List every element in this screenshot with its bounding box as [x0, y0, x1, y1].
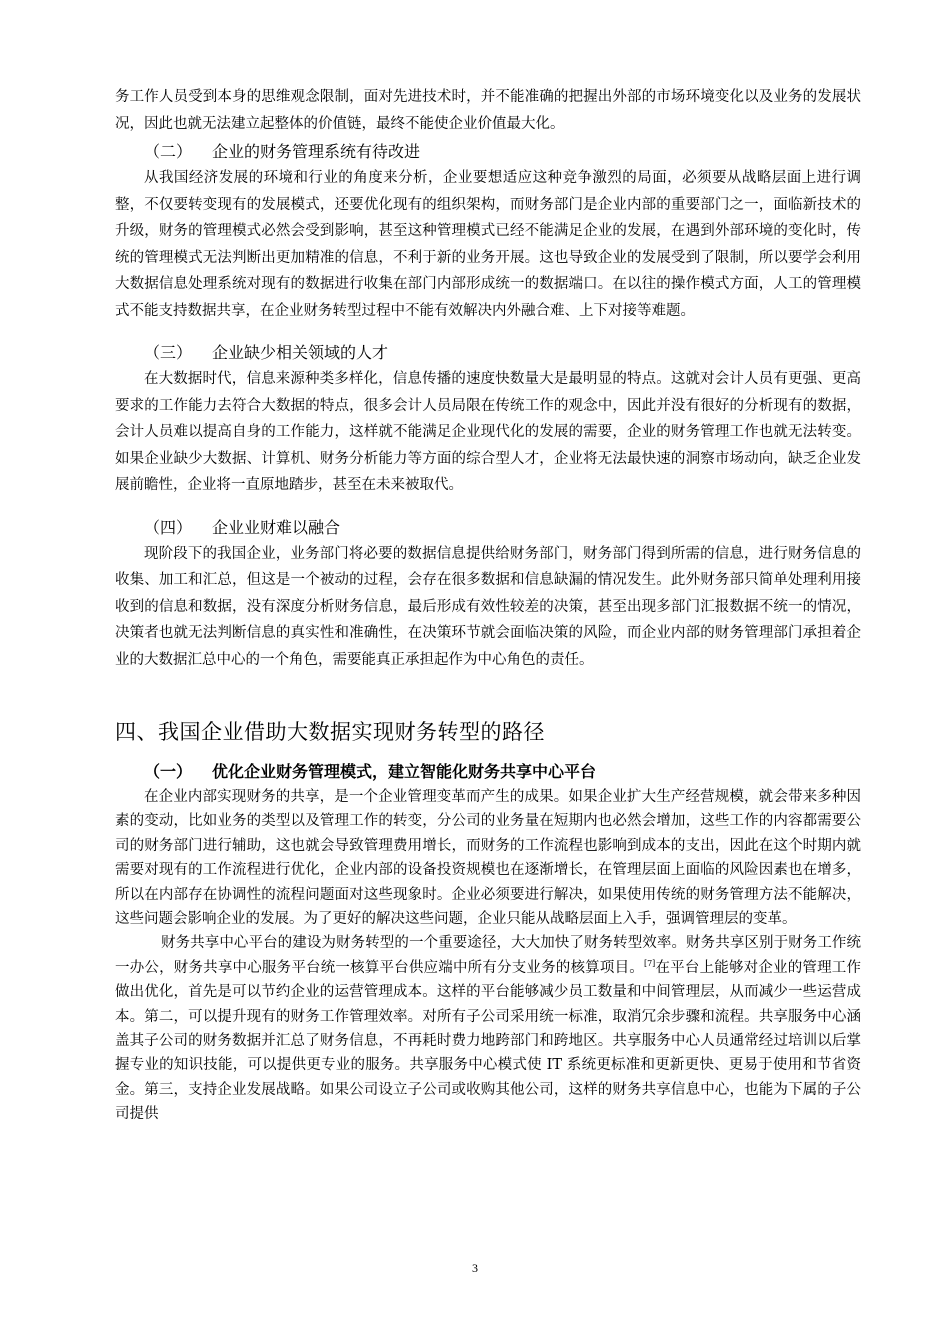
subheading-number: （二） [144, 142, 193, 161]
paragraph-continuation: 务工作人员受到本身的思维观念限制，面对先进技术时，并不能准确的把握出外部的市场环境变化以及业务的发展状况，因此也就无法建立起整体的价值链，最终不能使企业价值最大化。 [115, 89, 861, 132]
subheading-4 [115, 515, 861, 541]
document-page [115, 84, 861, 1127]
citation-reference: [7] [643, 959, 656, 969]
subheading-number: （三） [144, 343, 193, 362]
paragraph-text-b: 在平台上能够对企业的管理工作做出优化，首先是可以节约企业的运营管理成本。这样的平台能够减少员工数量和中间管理层，从而减少一些运营成本。第二，可以提升现有的财务工作管理效率。对所有子公司采用统一标准，取消冗余步骤和流程。共享服务中心涵盖其子公司的财务数据并汇总了财务信息，不再耗时费力地跨部门和跨地区。共享服务中心人员通常经过培训以后掌握专业的知识技能，可以提供更专业的服务。共享服务中心模式使 IT 系统更标准和更新更快、更易于使用和节省资金。第三，支持企业发展战略。如果公司设立子公司或收购其他公司，这样的财务共享信息中心，也能为下属的子公司提供 [115, 959, 861, 1123]
page-number: 3 [472, 1261, 478, 1275]
paragraph-shared-center [115, 931, 861, 1126]
subheading-title: 企业的财务管理系统有待改进 [212, 142, 421, 161]
subheading-4-1 [115, 759, 861, 785]
subheading-number: （四） [144, 517, 193, 537]
paragraph-text-a: 财务共享中心平台的建设为财务转型的一个重要途径，大大加快了财务转型效率。财务共享区别于财务工作统一办公，财务共享中心服务平台统一核算平台供应端中所有分支业务的核算项目。 [115, 935, 861, 976]
paragraph-sharing: 在企业内部实现财务的共享，是一个企业管理变革而产生的成果。如果企业扩大生产经营规模，就会带来多种因素的变动，比如业务的类型以及管理工作的转变，分公司的业务量在短期内也必然会增加，这些工作的内容都需要公司的财务部门进行辅助，这也就会导致管理费用增长，而财务的工作流程也影响到成本的支出，因此在这个时期内就需要对现有的工作流程进行优化，企业内部的设备投资规模也在逐渐增长，在管理层面上面临的风险因素也在增多，所以在内部存在协调性的流程问题面对这些现象时。企业必须要进行解决，如果使用传统的财务管理方法不能解决，这些问题会影响企业的发展。为了更好的解决这些问题，企业只能从战略层面上入手，强调管理层的变革。 [115, 789, 861, 928]
subheading-3 [115, 340, 861, 366]
paragraph-financial-system: 从我国经济发展的环境和行业的角度来分析，企业要想适应这种竞争激烈的局面，必须要从战略层面上进行调整，不仅要转变现有的发展模式，还要优化现有的组织架构，而财务部门是企业内部的重要部门之一，面临新技术的升级，财务的管理模式必然会受到影响，甚至这种管理模式已经不能满足企业的发展，在遇到外部环境的变化时，传统的管理模式无法判断出更加精准的信息，不利于新的业务开展。这也导致企业的发展受到了限制，所以要学会利用大数据信息处理系统对现有的数据进行收集在部门内部形成统一的数据端口。在以往的操作模式方面，人工的管理模式不能支持数据共享，在企业财务转型过程中不能有效解决内外融合难、上下对接等难题。 [115, 170, 861, 319]
subheading-title: 企业缺少相关领域的人才 [212, 343, 389, 362]
subheading-title: 企业业财难以融合 [212, 517, 341, 537]
paragraph-talent: 在大数据时代，信息来源种类多样化，信息传播的速度快数量大是最明显的特点。这就对会计人员有更强、更高要求的工作能力去符合大数据的特点，很多会计人员局限在传统工作的观念中，因此并没有很好的分析现有的数据，会计人员难以提高自身的工作能力，这样就不能满足企业现代化的发展的需要，企业的财务管理工作也就无法转变。如果企业缺少大数据、计算机、财务分析能力等方面的综合型人才，企业将无法最快速的洞察市场动向，缺乏企业发展前瞻性，企业将一直原地踏步，甚至在未来被取代。 [115, 371, 861, 493]
subheading-2 [115, 139, 861, 165]
section-heading-4: 四、我国企业借助大数据实现财务转型的路径 [115, 720, 545, 744]
paragraph-integration: 现阶段下的我国企业，业务部门将必要的数据信息提供给财务部门，财务部门得到所需的信息，进行财务信息的收集、加工和汇总，但这是一个被动的过程，会存在很多数据和信息缺漏的情况发生。此外财务部只简单处理利用接收到的信息和数据，没有深度分析财务信息，最后形成有效性较差的决策，甚至出现多部门汇报数据不统一的情况，决策者也就无法判断信息的真实性和准确性，在决策环节就会面临决策的风险，而企业内部的财务管理部门承担着企业的大数据汇总中心的一个角色，需要能真正承担起作为中心角色的责任。 [115, 545, 861, 668]
subheading-number: （一） [144, 762, 193, 781]
subheading-title: 优化企业财务管理模式，建立智能化财务共享中心平台 [212, 762, 597, 781]
